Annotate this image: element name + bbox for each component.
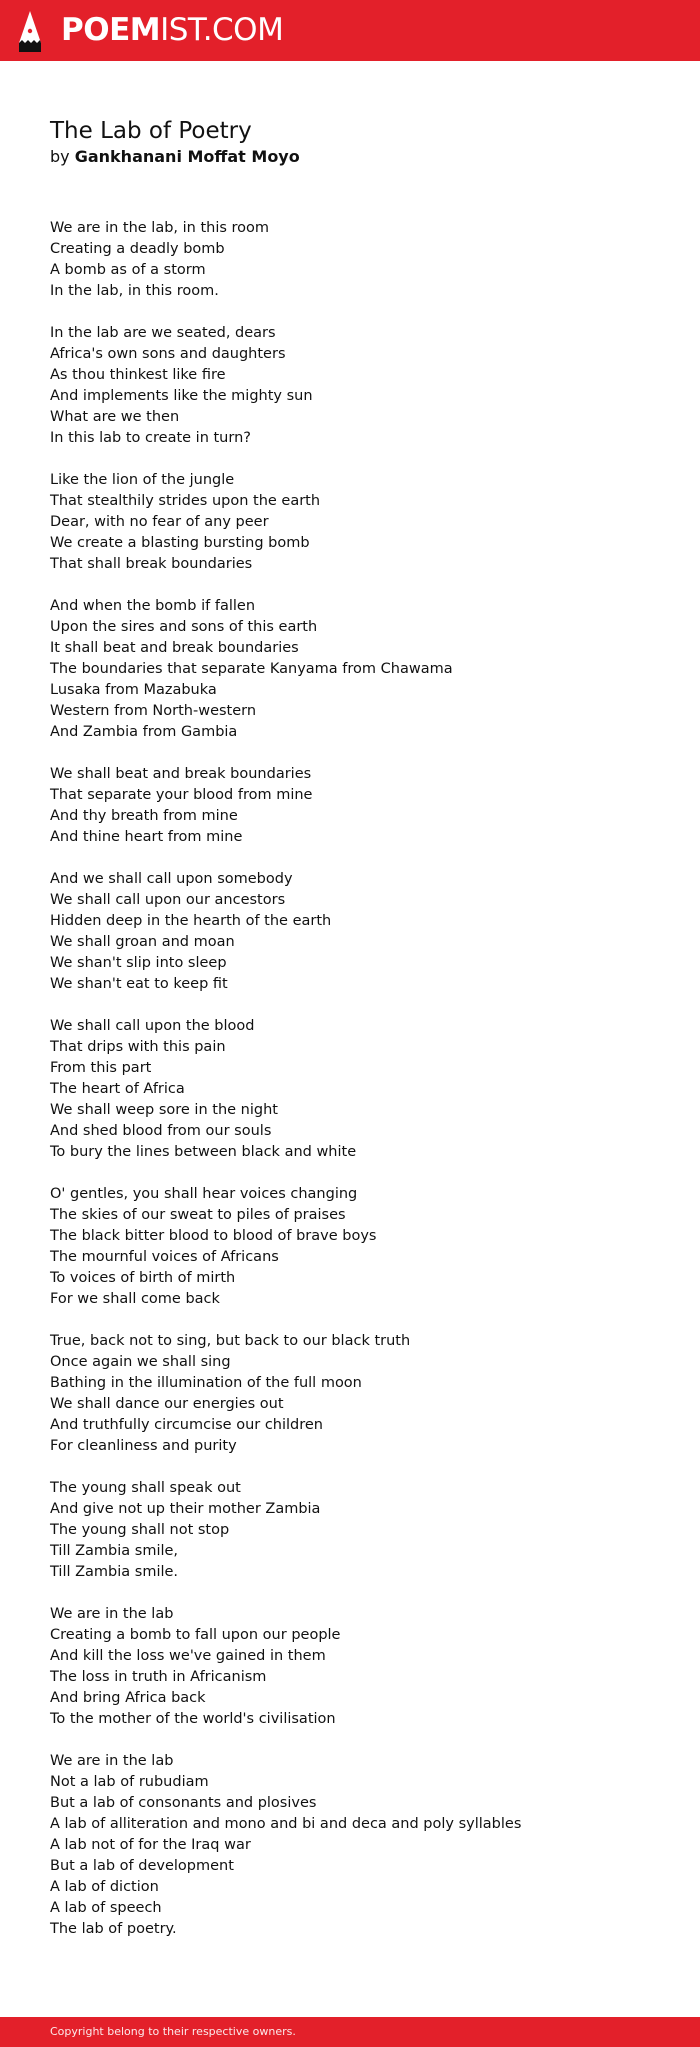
poem-line: In the lab are we seated, dears	[50, 325, 276, 341]
poem-line: In the lab, in this room.	[50, 283, 219, 299]
poem-line: Western from North-western	[50, 703, 257, 719]
poem-line: And thy breath from mine	[50, 808, 238, 824]
author-name: Gankhanani Moffat Moyo	[74, 147, 300, 166]
poem-line: We shan't slip into sleep	[50, 955, 227, 971]
poem-line: The boundaries that separate Kanyama from Chawama	[50, 661, 453, 677]
poem-line: And Zambia from Gambia	[50, 724, 238, 740]
poem-line: We are in the lab	[50, 1753, 174, 1769]
stanza	[50, 1751, 680, 1940]
stanza	[50, 1331, 680, 1457]
poem-line: A lab of diction	[50, 1879, 159, 1895]
poem-line: The lab of poetry.	[50, 1921, 177, 1937]
poem-line: Lusaka from Mazabuka	[50, 682, 217, 698]
poem-line: A bomb as of a storm	[50, 262, 206, 278]
poem-line: The heart of Africa	[50, 1081, 185, 1097]
logo-bold-text: POEM	[61, 12, 161, 48]
poem-line: We shall call upon our ancestors	[50, 892, 286, 908]
poem-line: And truthfully circumcise our children	[50, 1417, 324, 1433]
by-label: by	[50, 147, 70, 166]
stanza	[50, 1604, 680, 1730]
poem-line: And shed blood from our souls	[50, 1123, 272, 1139]
stanza	[50, 869, 680, 995]
poem-line: In this lab to create in turn?	[50, 430, 251, 446]
poem-line: We shall groan and moan	[50, 934, 235, 950]
stanza	[50, 218, 680, 302]
poem-body	[50, 218, 680, 1961]
stanza	[50, 323, 680, 449]
site-logo-link[interactable]	[61, 10, 283, 50]
poem-line: A lab of alliteration and mono and bi and deca and poly syllables	[50, 1816, 522, 1832]
poem-line: And thine heart from mine	[50, 829, 243, 845]
poem-line: For cleanliness and purity	[50, 1438, 237, 1454]
poem-line: We create a blasting bursting bomb	[50, 535, 310, 551]
poem-line: And bring Africa back	[50, 1690, 206, 1706]
poem-line: That drips with this pain	[50, 1039, 226, 1055]
stanza	[50, 596, 680, 743]
copyright-text: Copyright belong to their respective owners.	[50, 2025, 296, 2038]
poem-line: As thou thinkest like fire	[50, 367, 226, 383]
stanza	[50, 1478, 680, 1583]
stanza	[50, 470, 680, 575]
stanza	[50, 1016, 680, 1163]
poem-line: Upon the sires and sons of this earth	[50, 619, 318, 635]
poem-line: A lab not of for the Iraq war	[50, 1837, 251, 1853]
poem-line: That stealthily strides upon the earth	[50, 493, 321, 509]
poem-line: Once again we shall sing	[50, 1354, 231, 1370]
poem-line: To bury the lines between black and white	[50, 1144, 357, 1160]
poem-line: We are in the lab	[50, 1606, 174, 1622]
poem-line: The young shall speak out	[50, 1480, 241, 1496]
stanza	[50, 764, 680, 848]
poem-line: Like the lion of the jungle	[50, 472, 235, 488]
poem-line: A lab of speech	[50, 1900, 162, 1916]
poem-title: The Lab of Poetry	[50, 118, 252, 144]
poem-line: Till Zambia smile.	[50, 1564, 179, 1580]
poem-line: The skies of our sweat to piles of praises	[50, 1207, 346, 1223]
poem-line: And implements like the mighty sun	[50, 388, 313, 404]
poem-line: From this part	[50, 1060, 152, 1076]
poem-line: To the mother of the world's civilisation	[50, 1711, 336, 1727]
poem-line: But a lab of development	[50, 1858, 234, 1874]
poem-line: Not a lab of rubudiam	[50, 1774, 209, 1790]
poem-line: We are in the lab, in this room	[50, 220, 270, 236]
poem-line: It shall beat and break boundaries	[50, 640, 299, 656]
poem-line: We shall dance our energies out	[50, 1396, 284, 1412]
poem-line: And when the bomb if fallen	[50, 598, 256, 614]
poem-line: Dear, with no fear of any peer	[50, 514, 269, 530]
poem-line: Hidden deep in the hearth of the earth	[50, 913, 332, 929]
poem-line: True, back not to sing, but back to our black truth	[50, 1333, 411, 1349]
poem-line: That shall break boundaries	[50, 556, 253, 572]
poem-line: O' gentles, you shall hear voices changing	[50, 1186, 358, 1202]
poem-line: To voices of birth of mirth	[50, 1270, 236, 1286]
poem-line: The young shall not stop	[50, 1522, 230, 1538]
pen-nib-icon[interactable]	[17, 10, 43, 52]
poem-line: The black bitter blood to blood of brave boys	[50, 1228, 377, 1244]
poem-line: And we shall call upon somebody	[50, 871, 293, 887]
poem-line: We shall call upon the blood	[50, 1018, 255, 1034]
site-footer	[0, 2017, 700, 2047]
poem-line: And give not up their mother Zambia	[50, 1501, 321, 1517]
poem-line: What are we then	[50, 409, 180, 425]
poem-line: The loss in truth in Africanism	[50, 1669, 267, 1685]
poem-line: That separate your blood from mine	[50, 787, 313, 803]
poem-line: We shall weep sore in the night	[50, 1102, 278, 1118]
byline	[50, 146, 670, 168]
poem-line: Bathing in the illumination of the full moon	[50, 1375, 362, 1391]
poem-line: For we shall come back	[50, 1291, 220, 1307]
poem-line: Africa's own sons and daughters	[50, 346, 286, 362]
poem-line: We shall beat and break boundaries	[50, 766, 312, 782]
poem-line: Till Zambia smile,	[50, 1543, 179, 1559]
poem-line: We shan't eat to keep fit	[50, 976, 228, 992]
stanza	[50, 1184, 680, 1310]
poem-line: The mournful voices of Africans	[50, 1249, 279, 1265]
poem-line: Creating a deadly bomb	[50, 241, 225, 257]
poem-line: And kill the loss we've gained in them	[50, 1648, 326, 1664]
poem-heading	[50, 116, 670, 168]
poem-line: Creating a bomb to fall upon our people	[50, 1627, 341, 1643]
site-header	[0, 0, 700, 61]
poem-line: But a lab of consonants and plosives	[50, 1795, 317, 1811]
logo-light-text: IST.COM	[160, 12, 284, 48]
